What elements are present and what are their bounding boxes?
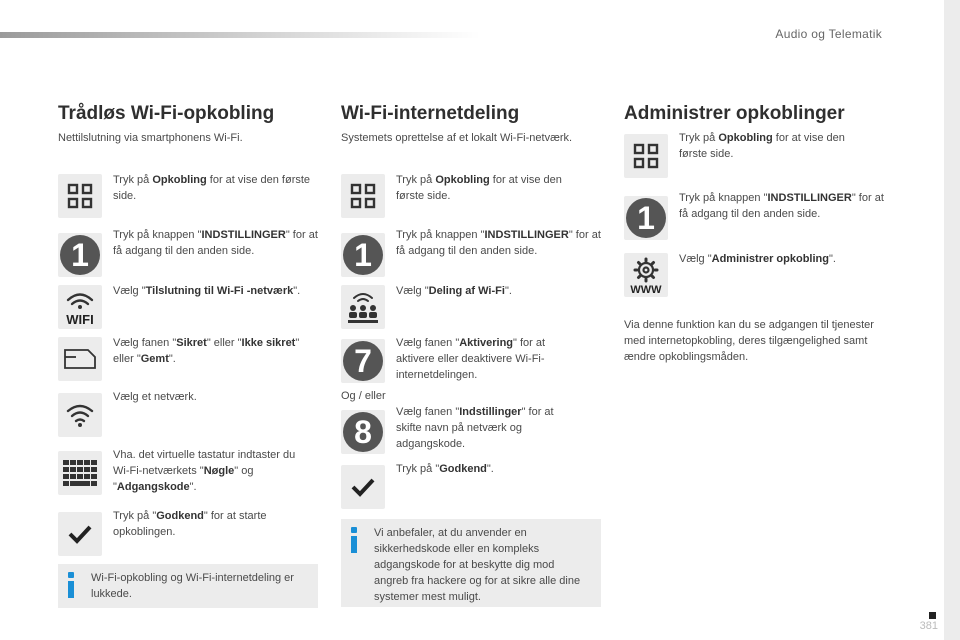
step-badge-7: 7 xyxy=(341,339,385,383)
column-subtitle: Systemets oprettelse af et lokalt Wi-Fi-netværk. xyxy=(341,132,573,144)
network-tab-icon xyxy=(58,337,102,381)
page-number: 381 xyxy=(919,620,938,632)
step-badge-1: 1 xyxy=(341,233,385,277)
wifi-sharing-icon xyxy=(341,285,385,329)
and-or-label: Og / eller xyxy=(341,390,386,402)
step-text: Vælg fanen "Aktivering" for at aktivere eller deaktivere Wi-Fi-internetdelingen. xyxy=(396,337,546,381)
step-badge-8: 8 xyxy=(341,410,385,454)
step-text: Tryk på knappen "INDSTILLINGER" for at få adgang til den anden side. xyxy=(396,229,601,257)
connection-grid-icon xyxy=(624,134,668,178)
step-text: Vælg "Tilslutning til Wi-Fi -netværk". xyxy=(113,285,301,297)
top-gradient-bar xyxy=(0,32,480,38)
step-badge-1: 1 xyxy=(58,233,102,277)
info-text: Vi anbefaler, at du anvender en sikkerhedskode eller en kompleks adgangskode for at beskytte dig mod angreb fra hackere og for at sikre alle dine systemer mest muligt. xyxy=(374,527,581,603)
column-subtitle: Nettilslutning via smartphonens Wi-Fi. xyxy=(58,132,243,144)
info-icon xyxy=(349,527,359,553)
info-text: Wi-Fi-opkobling og Wi-Fi-internetdeling er lukkede. xyxy=(91,572,294,600)
step-text: Vælg "Deling af Wi-Fi". xyxy=(396,285,512,297)
step-text: Tryk på Opkobling for at vise den første side. xyxy=(679,132,845,160)
step-text: Tryk på Opkobling for at vise den første side. xyxy=(113,174,311,202)
checkmark-icon xyxy=(58,512,102,556)
info-icon xyxy=(66,572,76,598)
connection-grid-icon xyxy=(341,174,385,218)
step-text: Vælg fanen "Sikret" eller "Ikke sikret" eller "Gemt". xyxy=(113,337,300,365)
step-badge-1: 1 xyxy=(624,196,668,240)
step-text: Vha. det virtuelle tastatur indtaster du Wi-Fi-netværkets "Nøgle" og "Adgangskode". xyxy=(113,449,296,493)
step-text: Tryk på Opkobling for at vise den første side. xyxy=(396,174,562,202)
wifi-label-icon xyxy=(58,285,102,329)
www-label: WWW xyxy=(630,284,662,295)
step-text: Vælg fanen "Indstillinger" for at skifte navn på netværk og adgangskode. xyxy=(396,406,554,450)
step-text: Tryk på "Godkend" for at starte opkoblingen. xyxy=(113,510,267,538)
checkmark-icon xyxy=(341,465,385,509)
function-note: Via denne funktion kan du se adgangen til tjenester med internetopkobling, deres tilgængelighed samt ændre opkoblingsmåden. xyxy=(624,319,874,363)
step-text: Tryk på "Godkend". xyxy=(396,463,494,475)
connection-grid-icon xyxy=(58,174,102,218)
gear-www-icon xyxy=(624,253,668,297)
step-text: Tryk på knappen "INDSTILLINGER" for at få adgang til den anden side. xyxy=(113,229,318,257)
step-text: Vælg "Administrer opkobling". xyxy=(679,253,836,265)
step-text: Vælg et netværk. xyxy=(113,391,197,403)
step-text: Tryk på knappen "INDSTILLINGER" for at få adgang til den anden side. xyxy=(679,192,884,220)
wifi-signal-icon xyxy=(58,393,102,437)
info-box xyxy=(341,519,601,607)
wifi-label: WIFI xyxy=(66,312,94,327)
page-edge-strip xyxy=(944,0,960,640)
section-header: Audio og Telematik xyxy=(775,27,882,41)
column-title: Trådløs Wi-Fi-opkobling xyxy=(58,103,275,124)
page-marker xyxy=(929,612,936,619)
column-title: Administrer opkoblinger xyxy=(624,103,845,124)
keyboard-icon xyxy=(58,451,102,495)
column-title: Wi-Fi-internetdeling xyxy=(341,103,520,124)
info-box xyxy=(58,564,318,608)
